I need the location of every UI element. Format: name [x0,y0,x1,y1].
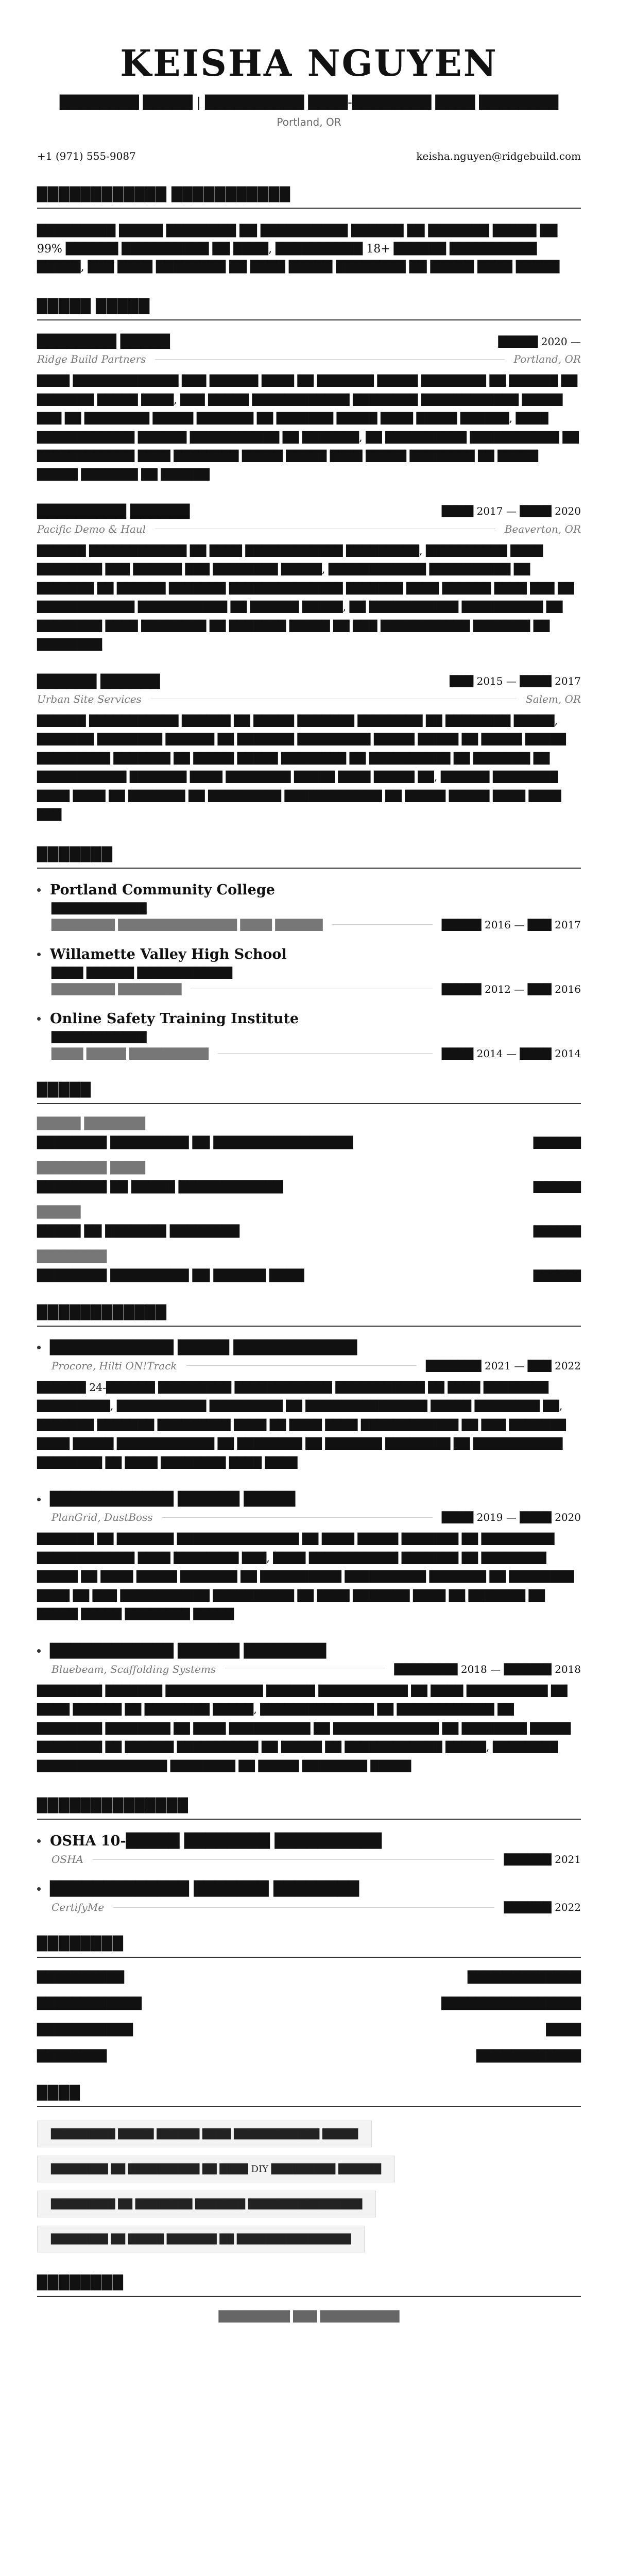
skill-name: █████ ██ ███████ ████████ [37,1225,240,1238]
interest-tag: ████████ ██ █████ ███████ ██ ████████████████ [37,2226,365,2252]
job-dates: █████ 2020 — [498,335,581,348]
skill-level: ██████ [533,1269,581,1282]
education-dates: █████ 2012 — ███ 2016 [441,982,581,995]
language-name: ████████ [37,2050,107,2063]
certification-entry [37,1881,581,1913]
interest-tags [37,2121,581,2252]
language-row [37,1971,581,1984]
certification-entry [37,1833,581,1866]
school-name: Willamette Valley High School [50,946,287,962]
job-entry [37,504,581,654]
language-level: ████████████ [476,2050,581,2063]
project-tools: Bluebeam, Scaffolding Systems [52,1663,216,1675]
school-name: Online Safety Training Institute [50,1010,299,1027]
language-name: ████████████ [37,1997,142,2011]
skill-name: ████████ ██ █████ ████████████ [37,1180,283,1194]
interest-tag: █████████ ██ ████████ ███████ ████████████████ [37,2191,376,2217]
project-dates: ████████ 2018 — ██████ 2018 [394,1663,581,1675]
job-dates: ████ 2017 — ████ 2020 [441,505,581,518]
project-entry [37,1643,581,1775]
job-entry [37,674,581,824]
job-dates: ███ 2015 — ████ 2017 [450,675,581,688]
education-dates: █████ 2016 — ███ 2017 [441,918,581,931]
job-title: ████████ █████ [37,334,170,349]
leader-line [218,1053,433,1054]
project-tools: PlanGrid, DustBoss [52,1511,153,1524]
headline: ████████ █████ | ██████████ ████-████████ ████ ████████ [59,94,559,110]
contact-row [37,150,581,162]
language-row [37,2024,581,2037]
education-entry [37,882,581,931]
skill-group [37,1206,581,1238]
bullet-icon [37,888,41,892]
project-description: ███████ ██ ███████ ███████████████ ██ ████ █████ ███████ ██ █████████ ████████████ ████ ████████ ███, ████ ███████████ ███████ ██ ████████ █████ ██ ████ █████ ███████ ██ ██████████ ██████████ ███████ ██ ████████ ████ ██ ███ ███████████ ██████████ ██ ████ ███████ ████ ██ ███████ ██ █████ █████ ████████ █████ [37,1533,574,1621]
section-title-interests: ████ [37,2086,581,2107]
certification-issuer: OSHA [52,1853,83,1866]
references-text: █████████ ███ ██████████ [218,2310,400,2323]
skill-level: ██████ [533,1137,581,1149]
location: Portland, OR [277,115,341,128]
language-name: ██████████ [37,1971,125,1985]
candidate-name: KEISHA NGUYEN [120,42,498,84]
project-name: ████████████ ██████ █████ [50,1492,296,1507]
certification-name: OSHA 10-█████ ████████ ██████████ [50,1833,382,1850]
projects-section [37,1305,581,1775]
languages-section [37,1936,581,2063]
phone[interactable]: +1 (971) 555-9087 [37,149,136,162]
company-name: Ridge Build Partners [37,353,146,366]
school-name: Portland Community College [50,882,275,898]
project-tools: Procore, Hilti ON!Track [52,1359,177,1372]
experience-section [37,299,581,824]
interests-section [37,2086,581,2252]
field-of-study: ████████ ███████████████ ████ ██████ [52,918,323,931]
project-description: ██████ 24-██████ █████████ ████████████ ███████████ ██ ████ ████████ █████████, ███████████ █████████ ██ ███████████████ █████ ████████ ██, ███████ ███████ █████████ ████ ██ ████ ████ ████████████ ██ ███ ███████ ████ █████ ████████████ ██ ████████ ██ ███████ ████████ ██ ███████████ ████████ ██ ████ ████████ ████ ████ [37,1381,566,1469]
degree: ████ ██████ ████████████ [52,966,233,979]
job-title: ██████ ██████ [37,673,160,689]
field-of-study: ████ █████ ██████████ [52,1047,209,1060]
project-entry [37,1340,581,1472]
skill-category: ████████ ████ [37,1161,146,1175]
education-dates: ████ 2014 — ████ 2014 [441,1047,581,1060]
leader-line [155,359,504,360]
certification-date: ██████ 2022 [504,1901,581,1914]
section-title-certifications: ██████████████ [37,1798,581,1820]
bullet-icon [37,1017,41,1021]
interest-tag: ████████ ██ ██████████ ██ ████ DIY █████████ ██████ [37,2156,395,2182]
job-location: Salem, OR [526,692,581,705]
language-row [37,1997,581,2010]
skill-category: ████████ [37,1250,107,1263]
project-dates: ████ 2019 — ████ 2020 [441,1511,581,1524]
email[interactable]: keisha.nguyen@ridgebuild.com [416,149,581,162]
language-level: ████ [546,2024,581,2037]
leader-line [162,1517,433,1518]
section-title-references: ████████ [37,2275,581,2297]
summary-section [37,187,581,277]
bullet-icon [37,1346,41,1349]
section-title-experience: █████ █████ [37,299,581,320]
job-description: ████ █████████████ ███ ██████ ████ ██ ███████ █████ ████████ ██ ██████ ██ ███████ █████ ████, ███ █████ ████████████ ████████ ████████████ █████ ███ ██ ████████ █████ ███████ ██ ███████ █████ ████ █████ ██████, ████ ████████████ ██████ ███████████ ██ ███████, ██ ██████████ ███████████ ██ ████████████ ████ ████████ █████ █████ ████ █████ ████████ ██ █████ █████ ███████ ██ ██████ [37,375,579,481]
bullet-icon [37,1887,41,1891]
project-description: ████████ ███████ ████████████ ██████ ███████████ ██ ████ ██████████ ██ ████ ██████ ██ ████████ █████, ██████████████ ██ ████████████ ██ ████████ ████████ ██ ████ ██████████ ██ █████████████ ██ ████████ █████ ████████ ██ ██████ ██████████ ██ █████ ██ ████████████ █████, ████████ ████████████████ ████████ ██ █████ ████████ █████ [37,1684,571,1772]
certification-date: ██████ 2021 [504,1853,581,1866]
skill-level: ██████ [533,1225,581,1238]
job-entry [37,334,581,484]
job-title: █████████ ██████ [37,503,190,519]
company-name: Pacific Demo & Haul [37,522,146,535]
project-dates: ███████ 2021 — ███ 2022 [425,1359,581,1372]
bullet-icon [37,1649,41,1653]
skills-section [37,1082,581,1282]
bullet-icon [37,953,41,956]
job-location: Beaverton, OR [504,522,581,535]
project-entry [37,1492,581,1623]
degree: ████████████ [52,902,147,914]
language-level: ████████████████ [441,1997,581,2011]
degree: ████████████ [52,1030,147,1043]
skill-name: ████████ █████████ ██ ████████████████ [37,1136,353,1149]
certification-name: █████████████ ███████ ████████ [50,1881,359,1897]
bullet-icon [37,1498,41,1501]
skill-category: █████ ███████ [37,1117,146,1130]
skill-group [37,1250,581,1282]
certification-issuer: CertifyMe [52,1901,105,1914]
project-name: ████████████ ██████ ████████ [50,1643,327,1659]
education-entry [37,946,581,995]
leader-line [93,1859,494,1860]
summary-text: █████████ █████ ████████ ██ ██████████ ██████ ██ ███████ █████ ██ 99% ██████ ██████████ ██ ████, ██████████ 18+ ██████ ██████████ █████, ███ ████ ████████ ██ ████ █████ ████████ ██ █████ ████ █████ [37,224,560,274]
references-section [37,2275,581,2323]
skill-group [37,1117,581,1149]
project-name: ████████████ █████ ████████████ [50,1340,357,1355]
leader-line [332,924,433,925]
leader-line [113,1907,494,1908]
job-description: ██████ ███████████ ██████ ██ █████ ███████ ████████ ██ ████████ █████, ███████ ████████ ██████ ██ ███████ █████████ █████ █████ ██ █████ █████ █████████ ███████ ██ █████ █████ ████████ ██ ██████████ ██ ███████ ██ ███████████ ███████ ████ ████████ █████ ████ █████ ██, ██████ ████████ ████ ████ ██ ███████ ██ █████████ ████████████ ██ █████ █████ ████ ████ ███ [37,714,566,821]
section-title-skills: █████ [37,1082,581,1104]
interest-tag: █████████ █████ ██████ ████ ████████████ █████ [37,2121,372,2147]
job-location: Portland, OR [513,353,581,366]
field-of-study: ████████ ████████ [52,982,182,995]
job-description: ██████ ████████████ ██ ████ ████████████ █████████, ██████████ ████ ████████ ███ ██████ ███ ████████ █████, ████████████ ██████████ ██ ███████ ██ ██████ ███████ ██████████████ ███████ ████ ██████ ████ ███ ██ ████████████ ███████████ ██ ██████ █████, ██ ███████████ ██████████ ██ ████████ ████ ████████ ██ ███████ █████ ██ ███ ███████████ ███████ ██ ████████ [37,544,574,651]
section-title-projects: ████████████ [37,1305,581,1327]
section-title-languages: ████████ [37,1936,581,1958]
skill-level: ██████ [533,1181,581,1194]
bullet-icon [37,1839,41,1843]
skill-group [37,1162,581,1194]
education-entry [37,1011,581,1060]
section-title-education: ███████ [37,847,581,869]
language-level: █████████████ [468,1971,581,1985]
certifications-section [37,1798,581,1913]
leader-line [186,1365,417,1366]
language-name: ███████████ [37,2024,133,2037]
company-name: Urban Site Services [37,692,142,705]
section-title-summary: ████████████ ███████████ [37,187,581,209]
skill-category: █████ [37,1206,81,1219]
education-section [37,847,581,1060]
skill-name: ████████ █████████ ██ ██████ ████ [37,1269,304,1282]
language-row [37,2050,581,2063]
